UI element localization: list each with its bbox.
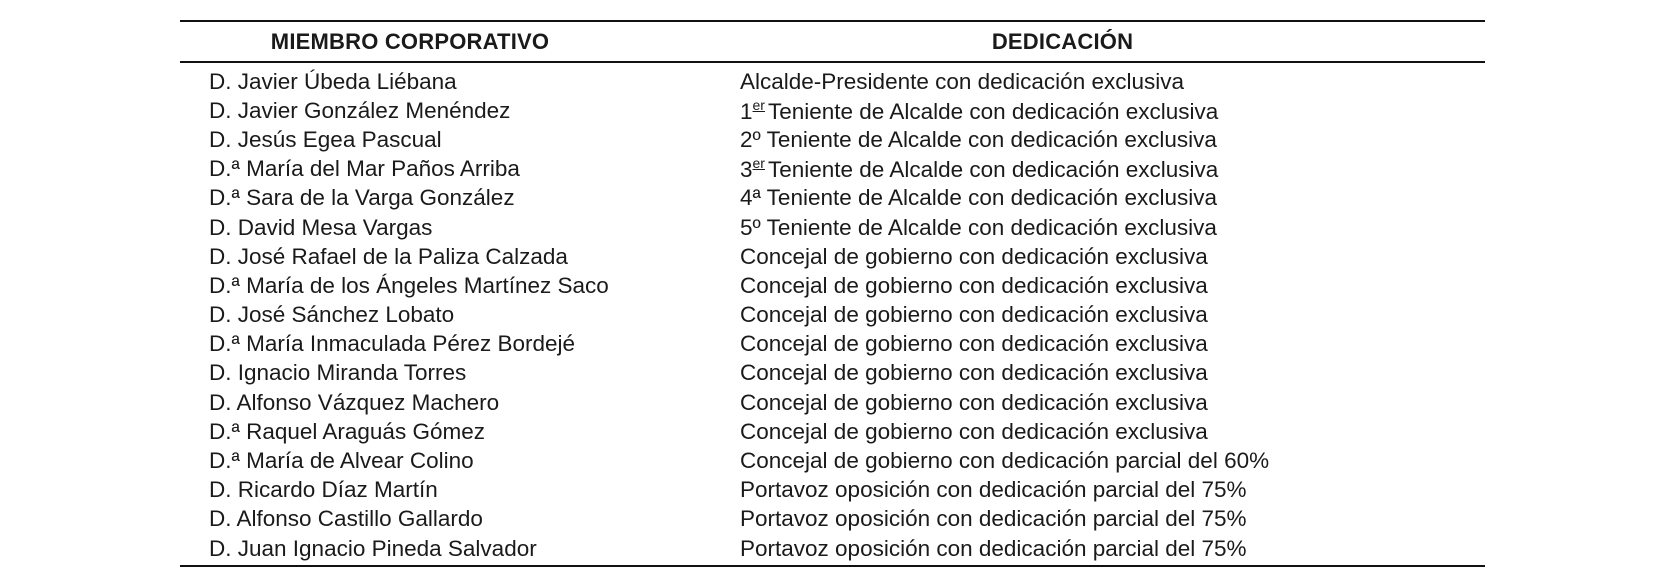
dedication-text: Concejal de gobierno con dedicación exclusiva	[740, 331, 1208, 357]
dedication-cell	[740, 506, 1485, 532]
dedication-cell	[740, 331, 1485, 357]
member-cell: D. Ricardo Díaz Martín	[209, 477, 438, 503]
dedication-text: Portavoz oposición con dedicación parcial del 75%	[740, 535, 1247, 561]
dedication-cell	[740, 536, 1485, 562]
dedication-text: Teniente de Alcalde con dedicación exclusiva	[767, 157, 1219, 183]
dedication-text: 4ª Teniente de Alcalde con dedicación exclusiva	[740, 185, 1217, 211]
ordinal-number: 3	[740, 157, 753, 183]
ordinal-superscript: er	[752, 155, 765, 172]
dedication-cell	[740, 127, 1485, 153]
table-row	[180, 242, 1485, 271]
dedication-text: Concejal de gobierno con dedicación exclusiva	[740, 302, 1208, 328]
table-row	[180, 388, 1485, 417]
member-cell: D. Juan Ignacio Pineda Salvador	[209, 535, 537, 561]
header-member: MIEMBRO CORPORATIVO	[270, 28, 550, 54]
dedication-text: Portavoz oposición con dedicación parcial del 75%	[740, 477, 1247, 503]
ordinal-number: 1	[740, 98, 753, 124]
dedication-text: Portavoz oposición con dedicación parcial del 75%	[740, 506, 1247, 532]
member-cell: D. Ignacio Miranda Torres	[209, 360, 467, 386]
member-cell: D.ª María de Alvear Colino	[209, 448, 474, 474]
member-cell: D.ª María de los Ángeles Martínez Saco	[209, 272, 609, 298]
dedication-text: Alcalde-Presidente con dedicación exclusiva	[740, 68, 1185, 94]
dedication-cell	[740, 244, 1485, 270]
table-row	[180, 271, 1485, 300]
header-dedication: DEDICACIÓN	[991, 28, 1134, 54]
dedication-cell	[740, 185, 1485, 211]
dedication-cell	[740, 419, 1485, 445]
dedication-text: Concejal de gobierno con dedicación exclusiva	[740, 389, 1208, 415]
table-row	[180, 125, 1485, 154]
member-cell: D. Alfonso Castillo Gallardo	[209, 506, 483, 532]
member-cell: D. Jesús Egea Pascual	[209, 126, 442, 152]
dedication-cell	[740, 448, 1485, 474]
table-row	[180, 96, 1485, 125]
dedication-cell	[740, 390, 1485, 416]
member-cell: D. Javier Úbeda Liébana	[209, 68, 457, 94]
table-row	[180, 446, 1485, 475]
dedication-text: Teniente de Alcalde con dedicación exclusiva	[767, 98, 1219, 124]
dedication-text: Concejal de gobierno con dedicación exclusiva	[740, 418, 1208, 444]
dedication-text: Concejal de gobierno con dedicación parcial del 60%	[740, 448, 1270, 474]
dedication-text: 5º Teniente de Alcalde con dedicación exclusiva	[740, 214, 1217, 240]
dedication-table	[180, 20, 1485, 567]
member-cell: D. Javier González Menéndez	[209, 97, 511, 123]
dedication-text: 2º Teniente de Alcalde con dedicación exclusiva	[740, 126, 1217, 152]
dedication-text: Concejal de gobierno con dedicación exclusiva	[740, 243, 1208, 269]
member-cell: D.ª Sara de la Varga González	[209, 185, 515, 211]
table-row	[180, 155, 1485, 184]
table-body	[180, 63, 1485, 565]
dedication-text: Concejal de gobierno con dedicación exclusiva	[740, 272, 1208, 298]
table-row	[180, 330, 1485, 359]
member-cell: D.ª Raquel Araguás Gómez	[209, 418, 485, 444]
table-row	[180, 359, 1485, 388]
dedication-cell	[740, 302, 1485, 328]
table-row	[180, 67, 1485, 96]
dedication-cell	[740, 97, 1485, 125]
table-row	[180, 301, 1485, 330]
ordinal-superscript: er	[752, 96, 765, 113]
table-row	[180, 184, 1485, 213]
member-cell: D. David Mesa Vargas	[209, 214, 433, 240]
dedication-cell	[740, 215, 1485, 241]
dedication-cell	[740, 155, 1485, 183]
dedication-cell	[740, 273, 1485, 299]
table-row	[180, 417, 1485, 446]
dedication-cell	[740, 360, 1485, 386]
member-cell: D.ª María del Mar Paños Arriba	[209, 156, 520, 182]
member-cell: D. José Rafael de la Paliza Calzada	[209, 243, 568, 269]
bottom-rule	[180, 565, 1485, 567]
member-cell: D. Alfonso Vázquez Machero	[209, 389, 500, 415]
dedication-cell	[740, 69, 1485, 95]
member-cell: D. José Sánchez Lobato	[209, 302, 455, 328]
member-cell: D.ª María Inmaculada Pérez Bordejé	[209, 331, 575, 357]
table-row	[180, 505, 1485, 534]
table-row	[180, 213, 1485, 242]
dedication-text: Concejal de gobierno con dedicación exclusiva	[740, 360, 1208, 386]
table-row	[180, 534, 1485, 563]
table-row	[180, 476, 1485, 505]
dedication-cell	[740, 477, 1485, 503]
table-header	[180, 22, 1485, 61]
